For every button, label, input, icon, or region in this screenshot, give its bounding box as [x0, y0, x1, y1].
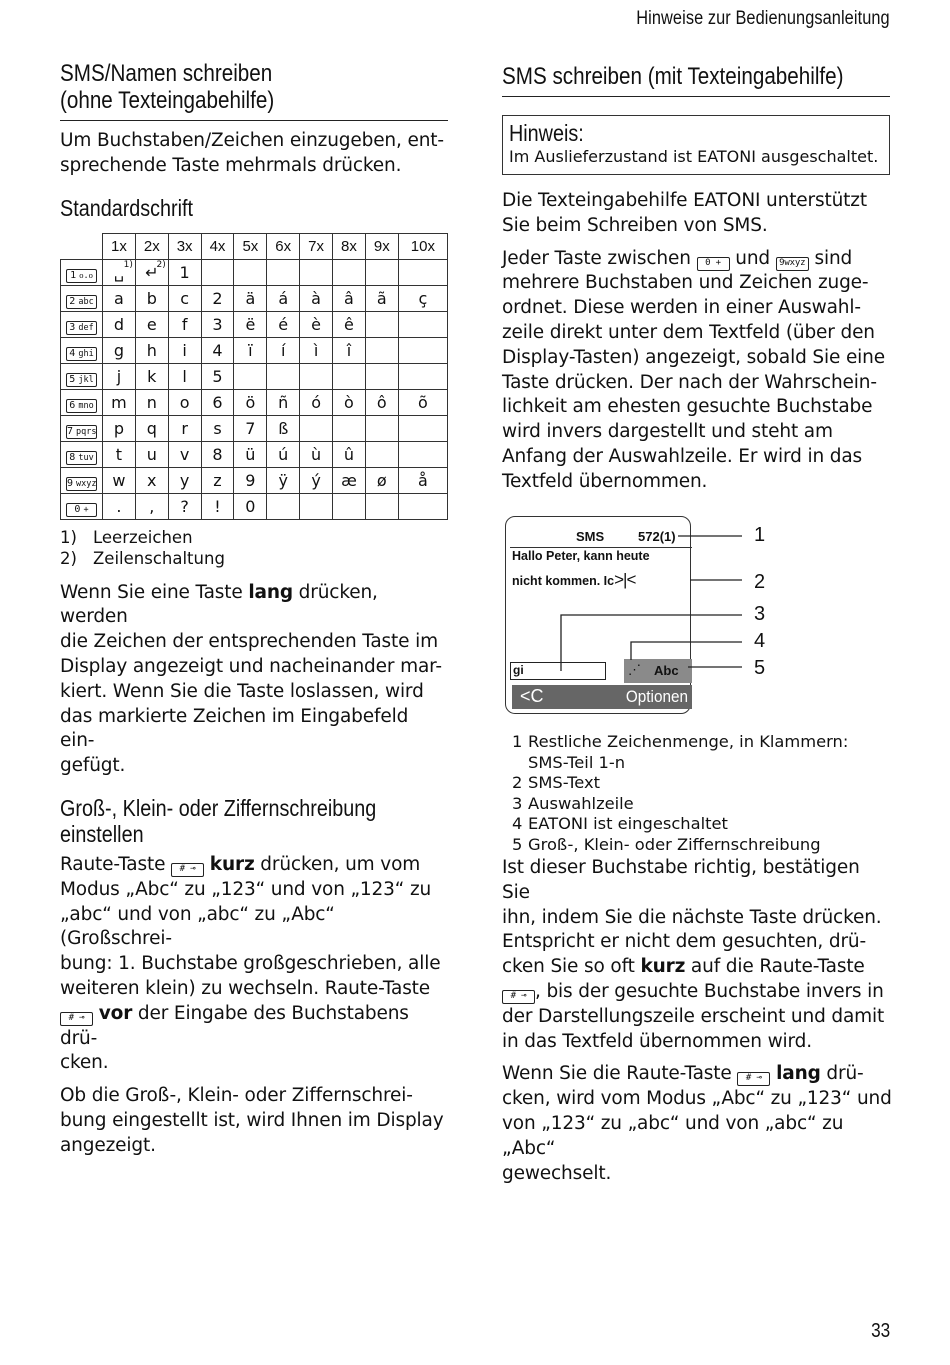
key-digit: 2: [69, 295, 76, 307]
text: kiert. Wenn Sie die Taste loslassen, wird: [60, 680, 424, 702]
legend-text: [528, 773, 600, 794]
key-letters: wxyz: [76, 478, 97, 489]
key-letters: pqrs: [76, 426, 97, 437]
text: Display angezeigt und nacheinander mar-: [60, 655, 442, 677]
key-letters: +: [83, 504, 89, 515]
text: Wenn Sie die Raute-Taste: [502, 1063, 738, 1085]
selection-chars: gi: [513, 663, 524, 677]
cell-char: s: [213, 418, 222, 438]
table-header-cell: 3x: [168, 233, 201, 259]
cell-char: ø: [376, 470, 387, 490]
text: Display-Tasten) angezeigt, sobald Sie eine: [502, 346, 885, 368]
cell-char: 4: [212, 340, 223, 360]
cell-char: ë: [245, 314, 256, 334]
text: bung eingestellt ist, wird Ihnen im Display: [60, 1109, 444, 1131]
cell-char: 2: [212, 288, 223, 308]
legend-text-line: Auswahlzeile: [528, 793, 634, 813]
cell-char: ↵: [145, 262, 159, 282]
cell-char: w: [112, 470, 126, 490]
cell-char: ó: [311, 392, 321, 412]
subheading-case-line1: Groß-, Klein- oder Ziffernschreibung: [60, 794, 377, 821]
cell-char: ç: [418, 288, 428, 308]
table-header-cell: 4x: [201, 233, 234, 259]
figure-legend: [502, 732, 892, 855]
intro-line: sprechende Taste mehrmals drücken.: [60, 154, 402, 176]
cell-char: á: [278, 288, 289, 308]
footnote-text: Zeilenschaltung: [93, 548, 225, 568]
key-digit: 0: [74, 503, 81, 515]
cell-char: â: [344, 288, 354, 308]
bold-text: lang: [248, 581, 293, 603]
text: drücken, um vom: [254, 853, 421, 875]
footnote-marker: 2): [156, 259, 166, 270]
legend-number: 5: [512, 834, 523, 854]
footnote-number: 2): [60, 548, 77, 568]
key-letters: ᴏ.ᴏ: [79, 270, 93, 281]
table-header-cell: 7x: [300, 233, 333, 259]
text: Ist dieser Buchstabe richtig, bestätigen Sie: [502, 857, 860, 903]
text: auf die Raute-Taste: [685, 956, 865, 978]
screen-title: SMS: [576, 529, 605, 544]
cell-char: a: [114, 288, 124, 308]
subheading-case-line2: einstellen: [60, 820, 144, 847]
text: Textfeld übernommen.: [502, 470, 708, 492]
legend-item: [502, 732, 892, 773]
cell-char: à: [311, 288, 321, 308]
key-digit: 7: [67, 425, 74, 437]
cell-char: ù: [311, 444, 322, 464]
cell-char: í: [281, 340, 286, 360]
cell-char: ê: [344, 314, 354, 334]
intro-line: Um Buchstaben/Zeichen einzugeben, ent-: [60, 130, 444, 151]
text: cken, wird vom Modus „Abc“ zu „123“ und: [502, 1088, 892, 1110]
cell-char: 8: [212, 444, 223, 464]
table-header-cell: 10x: [398, 233, 447, 259]
cell-char: z: [213, 470, 222, 490]
legend-text: [528, 794, 634, 815]
text: Ob die Groß-, Klein- oder Ziffernschrei-: [60, 1085, 413, 1107]
cell-char: é: [278, 314, 289, 334]
key-letters: jkl: [78, 374, 94, 385]
text: cken Sie so oft: [502, 956, 641, 978]
key-letters: def: [78, 322, 94, 333]
cell-char: r: [181, 418, 188, 438]
cell-char: 6: [212, 392, 223, 412]
text: „abc“ und von „abc“ zu „Abc“ (Großschrei-: [60, 903, 335, 950]
cell-char: o: [179, 392, 190, 412]
cell-char: ?: [180, 496, 189, 516]
cell-char: î: [346, 340, 352, 360]
cell-char: å: [417, 470, 428, 490]
hint-body: Im Auslieferzustand ist EATONI ausgeschaltet.: [509, 147, 879, 166]
bold-text: kurz: [209, 853, 255, 875]
options-softkey: Optionen: [625, 687, 688, 706]
cell-char: m: [111, 392, 127, 412]
nine-key-icon: 9wxyz: [776, 257, 809, 271]
callout-line-4: [631, 642, 742, 660]
key-digit: 1: [70, 269, 77, 281]
cell-char: 9: [245, 470, 256, 490]
table-header-cell: 1x: [103, 233, 136, 259]
text: gefügt.: [60, 755, 126, 777]
legend-item: [502, 835, 892, 856]
legend-item: [502, 773, 892, 794]
legend-text-line: SMS-Text: [528, 773, 601, 792]
callout-3: 3: [754, 603, 766, 625]
cell-char: .: [116, 496, 122, 516]
text: Taste drücken. Der nach der Wahrschein-: [502, 371, 877, 393]
hash-key-icon: # ⊸: [60, 1012, 93, 1026]
footnote-marker: 1): [123, 259, 133, 270]
cursor-icon: >|<: [614, 570, 636, 589]
key-digit: 6: [69, 399, 76, 411]
text: Raute-Taste: [60, 853, 172, 875]
text: von „123“ zu „abc“ und von „abc“ zu „Abc“: [502, 1112, 844, 1159]
key-digit: 8: [69, 451, 76, 463]
table-header-cell: 9x: [365, 233, 398, 259]
text: lichkeit am ehesten gesuchte Buchstabe: [502, 396, 873, 418]
cell-char: x: [147, 470, 157, 490]
mode-text: Abc: [654, 663, 679, 678]
cell-char: è: [311, 314, 321, 334]
cell-char: t: [115, 444, 123, 464]
cell-char: j: [116, 366, 122, 386]
cell-char: h: [146, 340, 157, 360]
hash-key-icon: # ⊸: [502, 990, 535, 1004]
cell-char: ý: [311, 470, 321, 490]
text: die Zeichen der entsprechenden Taste im: [60, 631, 438, 653]
hash-key-icon: # ⊸: [171, 863, 204, 877]
legend-number: 2: [512, 773, 523, 792]
cell-char: ì: [313, 340, 319, 360]
screen-text-line1: Hallo Peter, kann heute: [512, 549, 650, 563]
cell-char: ò: [344, 392, 354, 412]
hash-key-icon: # ⊸: [737, 1072, 770, 1086]
hint-title: Hinweis:: [509, 120, 584, 146]
right-lower: [502, 732, 892, 1186]
cell-char: 5: [212, 366, 223, 386]
text: Sie beim Schreiben von SMS.: [502, 214, 768, 236]
key-digit: 5: [69, 373, 76, 385]
zero-key-icon: 0 +: [697, 257, 730, 271]
text: Jeder Taste zwischen: [502, 247, 697, 269]
text: angezeigt.: [60, 1134, 156, 1156]
text: wird invers dargestellt und steht am: [502, 421, 833, 443]
running-header: Hinweise zur Bedienungsanleitung: [636, 8, 890, 29]
key-letters: tuv: [78, 452, 94, 463]
cell-char: ÿ: [278, 470, 288, 490]
bold-text: vor: [98, 1002, 133, 1024]
callout-line-3: [561, 615, 742, 671]
callout-2: 2: [754, 571, 766, 593]
legend-item: [502, 794, 892, 815]
cell-char: ä: [245, 288, 256, 308]
text: weiteren klein) zu wechseln. Raute-Taste: [60, 977, 431, 999]
text: ihn, indem Sie die nächste Taste drücken.: [502, 906, 882, 928]
cell-char: 0: [245, 496, 256, 516]
text: der Eingabe des Buchstabens drü-: [60, 1002, 409, 1049]
footnote-number: 1): [60, 527, 77, 547]
text: sind: [808, 247, 853, 269]
page-number: 33: [870, 1320, 890, 1342]
table-header-cell: 5x: [234, 233, 267, 259]
left-title-line1: SMS/Namen schreiben: [60, 60, 273, 87]
cell-char: ü: [245, 444, 256, 464]
legend-text-line: SMS-Teil 1-n: [528, 752, 626, 772]
cell-char: c: [180, 288, 190, 308]
text: mehrere Buchstaben und Zeichen zuge-: [502, 272, 869, 294]
table-header-cell: 2x: [135, 233, 168, 259]
key-digit: 4: [69, 347, 76, 359]
callout-5: 5: [754, 657, 766, 679]
table-header-cell: 8x: [333, 233, 366, 259]
cell-char: u: [146, 444, 157, 464]
cell-char: 7: [245, 418, 256, 438]
cell-char: l: [182, 366, 187, 386]
text: , bis der gesuchte Buchstabe invers in: [535, 980, 884, 1002]
cell-char: !: [214, 496, 221, 516]
text: und: [729, 247, 776, 269]
cell-char: g: [113, 340, 124, 360]
text: zeile direkt unter dem Textfeld (über den: [502, 321, 875, 343]
cell-char: ô: [376, 392, 387, 412]
text: nicht kommen. Ic: [512, 574, 615, 588]
cell-char: 1: [179, 262, 190, 282]
text: cken.: [60, 1052, 109, 1074]
text: Entspricht er nicht dem gesuchten, drü-: [502, 931, 867, 953]
legend-number: 1: [512, 732, 523, 751]
cell-char: 3: [212, 314, 223, 334]
cell-char: æ: [341, 470, 357, 490]
screen-count: 572(1): [638, 529, 676, 544]
left-title-line2: (ohne Texteingabehilfe): [60, 87, 275, 114]
legend-text: [528, 814, 728, 835]
cell-char: n: [146, 392, 157, 412]
cell-char: ß: [278, 418, 289, 438]
text: drücken, werden: [60, 581, 378, 628]
cell-char: ñ: [278, 392, 289, 412]
key-letters: mno: [78, 400, 94, 411]
bold-text: lang: [776, 1063, 821, 1085]
text: Wenn Sie eine Taste: [60, 581, 249, 603]
cell-char: i: [182, 340, 187, 360]
text: gewechselt.: [502, 1162, 612, 1184]
bold-text: kurz: [640, 956, 686, 978]
cell-char: ö: [245, 392, 256, 412]
text: das markierte Zeichen im Eingabefeld ein-: [60, 705, 409, 752]
cell-char: k: [147, 366, 157, 386]
text: in das Textfeld übernommen wird.: [502, 1030, 812, 1052]
cell-char: p: [113, 418, 124, 438]
text: bung: 1. Buchstabe großgeschrieben, alle: [60, 953, 441, 975]
text: ordnet. Diese werden in einer Auswahl-: [502, 297, 861, 319]
legend-text: [528, 732, 848, 773]
key-digit: 9: [67, 477, 74, 489]
text: drü-: [820, 1063, 864, 1085]
key-letters: abc: [78, 296, 94, 307]
legend-text-line: Groß-, Klein- oder Ziffernschreibung: [528, 834, 821, 854]
cell-char: f: [181, 314, 188, 334]
right-title-text: SMS schreiben (mit Texteingabehilfe): [502, 63, 844, 90]
callout-1: 1: [754, 524, 766, 546]
cell-char: d: [113, 314, 124, 334]
long-hash-paragraph: [502, 1062, 892, 1186]
text: der Darstellungszeile erscheint und damit: [502, 1005, 885, 1027]
delete-softkey: <C: [520, 686, 544, 706]
key-letters: ghi: [78, 348, 94, 359]
legend-text-line: Restliche Zeichenmenge, in Klammern:: [528, 732, 849, 751]
cell-char: y: [179, 470, 190, 490]
cell-char: e: [146, 314, 157, 334]
cell-char: ␣: [113, 262, 124, 282]
cell-char: ï: [248, 340, 253, 360]
legend-text-line: EATONI ist eingeschaltet: [528, 814, 728, 833]
text: Die Texteingabehilfe EATONI unterstützt: [502, 190, 867, 211]
table-header-cell: 6x: [267, 233, 300, 259]
key-digit: 3: [69, 321, 76, 333]
legend-item: [502, 814, 892, 835]
legend-number: 3: [512, 793, 523, 813]
cell-char: q: [146, 418, 157, 438]
eatoni-icon: ⋰: [628, 662, 641, 677]
confirm-paragraph: [502, 856, 892, 1054]
subheading-standardschrift: Standardschrift: [60, 194, 194, 221]
callout-4: 4: [754, 630, 766, 652]
legend-text: [528, 835, 821, 856]
cell-char: v: [179, 444, 190, 464]
cell-char: ,: [149, 496, 155, 516]
cell-char: õ: [417, 392, 428, 412]
text: Anfang der Auswahlzeile. Er wird in das: [502, 445, 863, 467]
legend-number: 4: [512, 814, 523, 833]
cell-char: û: [343, 444, 355, 464]
cell-char: ã: [376, 288, 387, 308]
cell-char: b: [146, 288, 157, 308]
text: Modus „Abc“ zu „123“ und von „123“ zu: [60, 878, 432, 900]
cell-char: ú: [278, 444, 289, 464]
footnote-text: Leerzeichen: [93, 527, 193, 547]
